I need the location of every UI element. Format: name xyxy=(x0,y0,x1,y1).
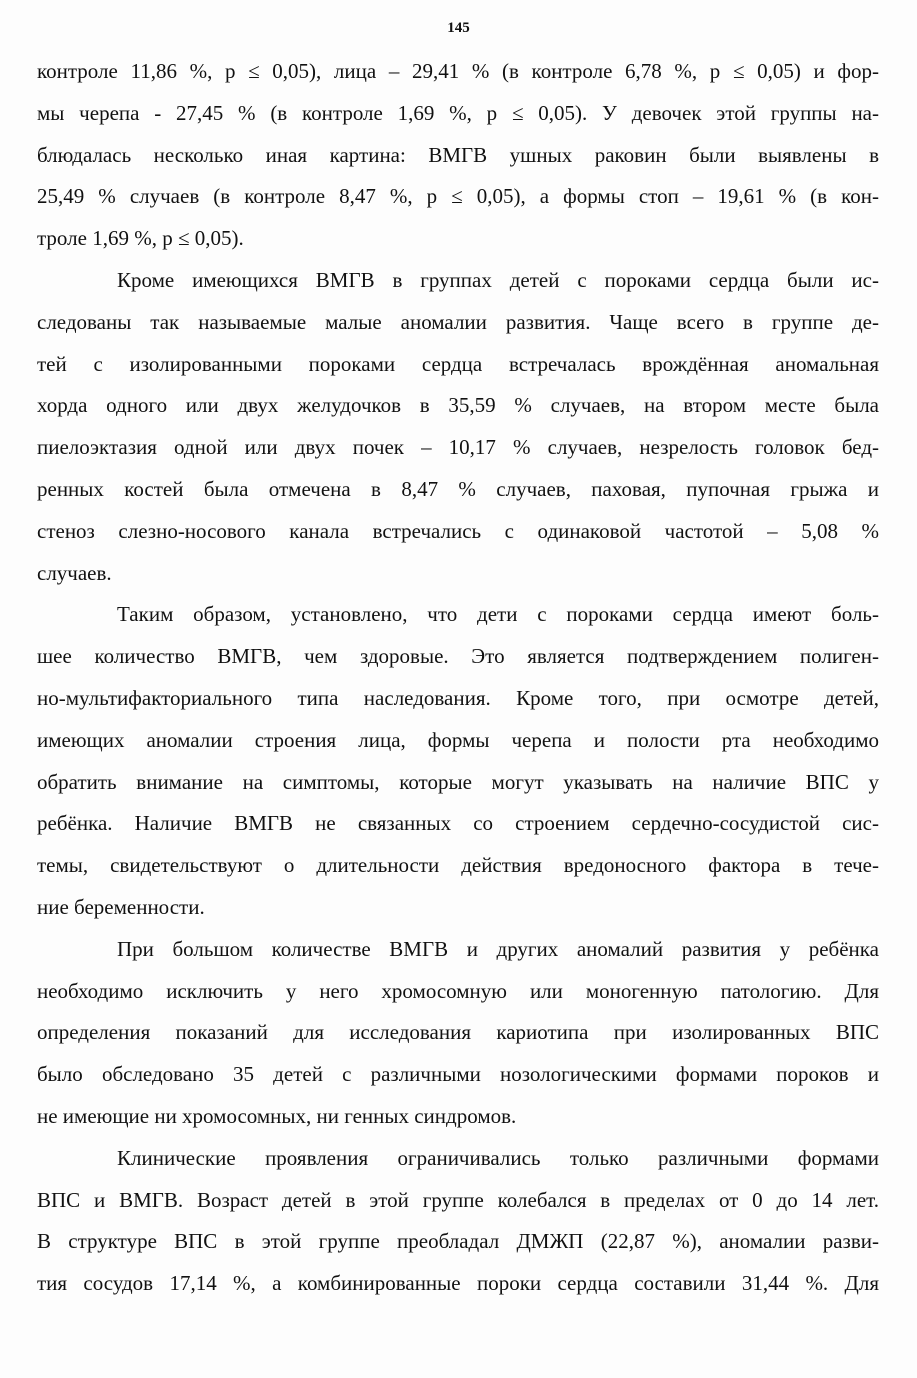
text-line: пиелоэктазия одной или двух почек – 10,17 % случаев, незрелость головок бед- xyxy=(37,435,879,460)
paragraph-3 xyxy=(37,594,879,928)
text-line: Таким образом, установлено, что дети с пороками сердца имеют боль- xyxy=(117,602,879,627)
text-line: блюдалась несколько иная картина: ВМГВ ушных раковин были выявлены в xyxy=(37,142,879,167)
text-line: ребёнка. Наличие ВМГВ не связанных со строением сердечно-сосудистой сис- xyxy=(37,811,879,836)
text-line: троле 1,69 %, p ≤ 0,05). xyxy=(37,226,244,251)
text-line: контроле 11,86 %, p ≤ 0,05), лица – 29,41 % (в контроле 6,78 %, p ≤ 0,05) и фор- xyxy=(37,59,879,83)
text-line: мы черепа - 27,45 % (в контроле 1,69 %, p ≤ 0,05). У девочек этой группы на- xyxy=(37,100,879,125)
text-line: шее количество ВМГВ, чем здоровые. Это является подтверждением полиген- xyxy=(37,644,879,669)
text-line: следованы так называемые малые аномалии развития. Чаще всего в группе де- xyxy=(37,309,879,334)
text-line: обратить внимание на симптомы, которые могут указывать на наличие ВПС у xyxy=(37,769,879,794)
text-line: тия сосудов 17,14 %, а комбинированные пороки сердца составили 31,44 %. Для xyxy=(37,1271,879,1296)
paragraph-2 xyxy=(37,260,879,594)
text-line: необходимо исключить у него хромосомную или моногенную патологию. Для xyxy=(37,978,879,1003)
text-line: ние беременности. xyxy=(37,894,205,919)
text-line: но-мультифакториального типа наследования. Кроме того, при осмотре детей, xyxy=(37,685,879,710)
body-text xyxy=(37,51,879,1305)
text-line: тей с изолированными пороками сердца встречалась врождённая аномальная xyxy=(37,351,879,376)
text-line: темы, свидетельствуют о длительности действия вредоносного фактора в тече- xyxy=(37,853,879,878)
text-line: Кроме имеющихся ВМГВ в группах детей с пороками сердца были ис- xyxy=(117,267,879,292)
text-line: было обследовано 35 детей с различными нозологическими формами пороков и xyxy=(37,1062,879,1087)
text-line: В структуре ВПС в этой группе преобладал ДМЖП (22,87 %), аномалии разви- xyxy=(37,1229,879,1254)
text-line: стеноз слезно-носового канала встречались с одинаковой частотой – 5,08 % xyxy=(37,518,879,543)
text-line: определения показаний для исследования кариотипа при изолированных ВПС xyxy=(37,1020,879,1045)
text-line: хорда одного или двух желудочков в 35,59 % случаев, на втором месте была xyxy=(37,393,879,418)
text-line: При большом количестве ВМГВ и других аномалий развития у ребёнка xyxy=(117,936,879,961)
paragraph-5 xyxy=(37,1138,879,1305)
paragraph-1 xyxy=(37,51,879,260)
text-line: Клинические проявления ограничивались только различными формами xyxy=(117,1145,879,1170)
text-line: 25,49 % случаев (в контроле 8,47 %, p ≤ 0,05), а формы стоп – 19,61 % (в кон- xyxy=(37,184,879,209)
text-line: ренных костей была отмечена в 8,47 % случаев, паховая, пупочная грыжа и xyxy=(37,476,879,501)
text-line: имеющих аномалии строения лица, формы черепа и полости рта необходимо xyxy=(37,727,879,752)
text-line: ВПС и ВМГВ. Возраст детей в этой группе колебался в пределах от 0 до 14 лет. xyxy=(37,1187,879,1212)
page-number: 145 xyxy=(447,20,470,36)
paragraph-4 xyxy=(37,929,879,1138)
text-line: не имеющие ни хромосомных, ни генных синдромов. xyxy=(37,1103,517,1128)
text-line: случаев. xyxy=(37,560,112,585)
